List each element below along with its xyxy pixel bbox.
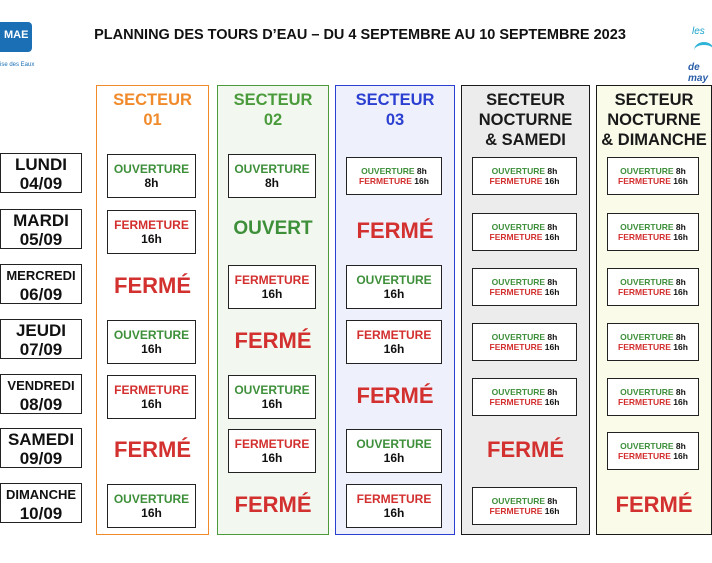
day-name: SAMEDI <box>7 430 75 449</box>
closed-status: FERMÉ <box>114 273 191 298</box>
closing-line <box>490 287 560 297</box>
status-label: FERMETURE <box>356 328 432 342</box>
status-time: 16h <box>383 287 405 301</box>
day-label-jeudi <box>0 319 82 359</box>
status-time: 16h <box>141 506 162 520</box>
closing-line <box>490 342 560 352</box>
closing-time: 16h <box>544 287 560 297</box>
opening-label: OUVERTURE <box>620 441 674 451</box>
day-date: 10/09 <box>19 504 63 523</box>
opening-label: OUVERTURE <box>491 496 546 506</box>
opening-time: 8h <box>547 222 558 232</box>
schedule-cell <box>472 378 577 416</box>
sector-header-line: SECTEUR <box>233 91 313 109</box>
opening-time: 8h <box>675 387 686 397</box>
status-time: 16h <box>261 287 283 301</box>
sector-header-line: SECTEUR <box>486 91 565 109</box>
sector-header <box>597 90 711 150</box>
status-time: 16h <box>383 342 405 356</box>
sector-column-5 <box>596 85 712 535</box>
opening-line <box>620 332 686 342</box>
status-label: OUVERTURE <box>113 492 190 506</box>
opening-label: OUVERTURE <box>620 332 674 342</box>
closing-time: 16h <box>544 342 560 352</box>
sector-column-4 <box>461 85 590 535</box>
opening-label: OUVERTURE <box>361 166 415 176</box>
closed-status: FERMÉ <box>234 328 312 353</box>
closing-label: FERMETURE <box>489 397 543 407</box>
status-time: 16h <box>141 232 162 246</box>
page-title: PLANNING DES TOURS D’EAU – DU 4 SEPTEMBRE AU 10 SEPTEMBRE 2023 <box>94 27 626 43</box>
schedule-cell <box>346 157 442 195</box>
opening-label: OUVERTURE <box>620 277 674 287</box>
partner-logo <box>684 26 712 84</box>
sector-header-line: & DIMANCHE <box>601 131 707 149</box>
day-date: 09/09 <box>19 449 63 468</box>
opening-label: OUVERTURE <box>491 332 546 342</box>
status-label: OUVERTURE <box>113 162 190 176</box>
closing-label: FERMETURE <box>618 287 671 297</box>
schedule-cell <box>107 375 196 419</box>
closed-status: FERMÉ <box>356 218 434 243</box>
day-date: 07/09 <box>19 340 63 359</box>
closed-status: FERMÉ <box>234 492 312 517</box>
closing-time: 16h <box>673 397 688 407</box>
opening-line <box>361 166 427 176</box>
partner-logo-text-top: les <box>692 26 705 37</box>
status-time: 16h <box>383 506 405 520</box>
schedule-cell <box>346 484 442 528</box>
closing-line <box>490 232 560 242</box>
sector-column-1 <box>96 85 209 535</box>
closing-label: FERMETURE <box>489 506 543 516</box>
closing-time: 16h <box>544 232 560 242</box>
status-label: OUVERTURE <box>234 162 310 176</box>
day-label-mercredi <box>0 264 82 304</box>
closing-label: FERMETURE <box>489 176 543 186</box>
day-name: JEUDI <box>15 321 67 340</box>
closing-label: FERMETURE <box>489 342 543 352</box>
closing-time: 16h <box>673 342 688 352</box>
sector-header <box>97 90 208 130</box>
schedule-cell <box>472 323 577 361</box>
day-date: 05/09 <box>19 230 63 249</box>
status-label: OUVERTURE <box>356 437 432 451</box>
opening-line <box>492 166 558 176</box>
sector-header-line: 02 <box>263 111 283 129</box>
schedule-cell <box>107 210 196 254</box>
day-date: 08/09 <box>19 395 63 414</box>
closing-line <box>490 176 560 186</box>
closing-time: 16h <box>414 176 429 186</box>
closing-label: FERMETURE <box>489 232 543 242</box>
closing-time: 16h <box>673 176 688 186</box>
schedule-cell <box>346 265 442 309</box>
opening-label: OUVERTURE <box>620 387 674 397</box>
status-label: FERMETURE <box>234 437 310 451</box>
opening-label: OUVERTURE <box>491 222 546 232</box>
wave-icon <box>694 42 712 59</box>
opening-line <box>620 222 686 232</box>
closed-status: FERMÉ <box>487 437 564 462</box>
closing-line <box>359 176 429 186</box>
open-status: OUVERT <box>233 218 313 239</box>
closing-line <box>490 397 560 407</box>
opening-time: 8h <box>547 387 558 397</box>
day-label-vendredi <box>0 374 82 414</box>
status-time: 16h <box>261 397 283 411</box>
opening-line <box>492 496 558 506</box>
schedule-cell <box>228 154 316 198</box>
status-time: 8h <box>264 176 279 190</box>
day-label-lundi <box>0 153 82 193</box>
opening-time: 8h <box>547 332 558 342</box>
sector-header-line: NOCTURNE <box>607 111 701 129</box>
schedule-cell <box>472 487 577 525</box>
closing-time: 16h <box>544 397 560 407</box>
opening-line <box>620 387 686 397</box>
day-name: LUNDI <box>15 155 67 174</box>
closed-status: FERMÉ <box>615 492 693 517</box>
opening-time: 8h <box>675 222 686 232</box>
closing-time: 16h <box>673 232 688 242</box>
sector-header-line: & SAMEDI <box>485 131 566 149</box>
sector-header <box>462 90 589 150</box>
schedule-cell <box>228 429 316 473</box>
opening-line <box>492 277 558 287</box>
closing-line <box>618 232 688 242</box>
sector-header <box>336 90 454 130</box>
closing-label: FERMETURE <box>618 451 671 461</box>
status-label: OUVERTURE <box>234 383 310 397</box>
closing-time: 16h <box>544 176 560 186</box>
day-date: 04/09 <box>19 174 63 193</box>
status-time: 16h <box>383 451 405 465</box>
sector-header-line: SECTEUR <box>355 91 435 109</box>
schedule-cell <box>107 154 196 198</box>
schedule-cell <box>607 268 699 306</box>
sector-column-3 <box>335 85 455 535</box>
closed-status: FERMÉ <box>356 383 434 408</box>
status-label: FERMETURE <box>356 492 432 506</box>
status-time: 8h <box>144 176 159 190</box>
closing-line <box>618 342 688 352</box>
closing-label: FERMETURE <box>618 397 671 407</box>
sector-header-line: NOCTURNE <box>478 111 573 129</box>
closing-line <box>618 397 688 407</box>
closing-label: FERMETURE <box>489 287 543 297</box>
closing-label: FERMETURE <box>618 232 671 242</box>
status-label: OUVERTURE <box>113 328 190 342</box>
day-name: DIMANCHE <box>5 487 77 502</box>
opening-line <box>620 166 686 176</box>
opening-time: 8h <box>675 277 686 287</box>
closing-label: FERMETURE <box>618 342 671 352</box>
day-label-samedi <box>0 428 82 468</box>
opening-label: OUVERTURE <box>620 222 674 232</box>
opening-line <box>492 387 558 397</box>
day-date: 06/09 <box>19 285 63 304</box>
closed-status: FERMÉ <box>114 437 191 462</box>
closing-line <box>618 176 688 186</box>
schedule-cell <box>228 265 316 309</box>
logo-text: MAE <box>4 29 29 41</box>
opening-label: OUVERTURE <box>491 166 546 176</box>
schedule-cell <box>607 157 699 195</box>
schedule-cell <box>107 484 196 528</box>
opening-time: 8h <box>675 332 686 342</box>
opening-time: 8h <box>547 277 558 287</box>
schedule-cell <box>346 429 442 473</box>
day-name: VENDREDI <box>7 378 75 393</box>
sector-header <box>218 90 328 130</box>
sector-column-2 <box>217 85 329 535</box>
status-label: FERMETURE <box>114 218 189 232</box>
sector-header-line: SECTEUR <box>614 91 694 109</box>
company-logo <box>0 22 36 72</box>
partner-logo-text-bottom: de may <box>688 62 709 84</box>
opening-time: 8h <box>547 496 558 506</box>
closing-line <box>618 287 688 297</box>
day-label-dimanche <box>0 483 82 523</box>
sector-header-line: SECTEUR <box>113 91 192 109</box>
logo-mark <box>0 22 32 52</box>
status-label: FERMETURE <box>234 273 310 287</box>
closing-label: FERMETURE <box>618 176 671 186</box>
status-time: 16h <box>141 397 162 411</box>
schedule-cell <box>607 323 699 361</box>
opening-line <box>492 222 558 232</box>
closing-line <box>490 506 560 516</box>
schedule-cell <box>472 213 577 251</box>
status-time: 16h <box>261 451 283 465</box>
status-label: FERMETURE <box>114 383 189 397</box>
schedule-cell <box>228 375 316 419</box>
schedule-cell <box>607 432 699 470</box>
opening-line <box>620 441 686 451</box>
opening-line <box>492 332 558 342</box>
status-label: OUVERTURE <box>356 273 432 287</box>
schedule-cell <box>346 320 442 364</box>
sector-header-line: 01 <box>143 111 162 129</box>
schedule-cell <box>607 378 699 416</box>
closing-label: FERMETURE <box>359 176 412 186</box>
opening-label: OUVERTURE <box>491 277 546 287</box>
opening-label: OUVERTURE <box>620 166 674 176</box>
sector-header-line: 03 <box>385 111 405 129</box>
schedule-cell <box>472 157 577 195</box>
opening-time: 8h <box>416 166 427 176</box>
schedule-cell <box>607 213 699 251</box>
day-label-mardi <box>0 209 82 249</box>
status-time: 16h <box>141 342 162 356</box>
day-name: MARDI <box>13 211 69 230</box>
schedule-cell <box>107 320 196 364</box>
opening-time: 8h <box>675 166 686 176</box>
day-name: MERCREDI <box>6 268 76 283</box>
closing-time: 16h <box>673 287 688 297</box>
closing-line <box>618 451 688 461</box>
opening-line <box>620 277 686 287</box>
opening-time: 8h <box>675 441 686 451</box>
opening-time: 8h <box>547 166 558 176</box>
logo-subtext: ise des Eaux <box>0 62 35 68</box>
opening-label: OUVERTURE <box>491 387 546 397</box>
closing-time: 16h <box>544 506 560 516</box>
closing-time: 16h <box>673 451 688 461</box>
schedule-cell <box>472 268 577 306</box>
